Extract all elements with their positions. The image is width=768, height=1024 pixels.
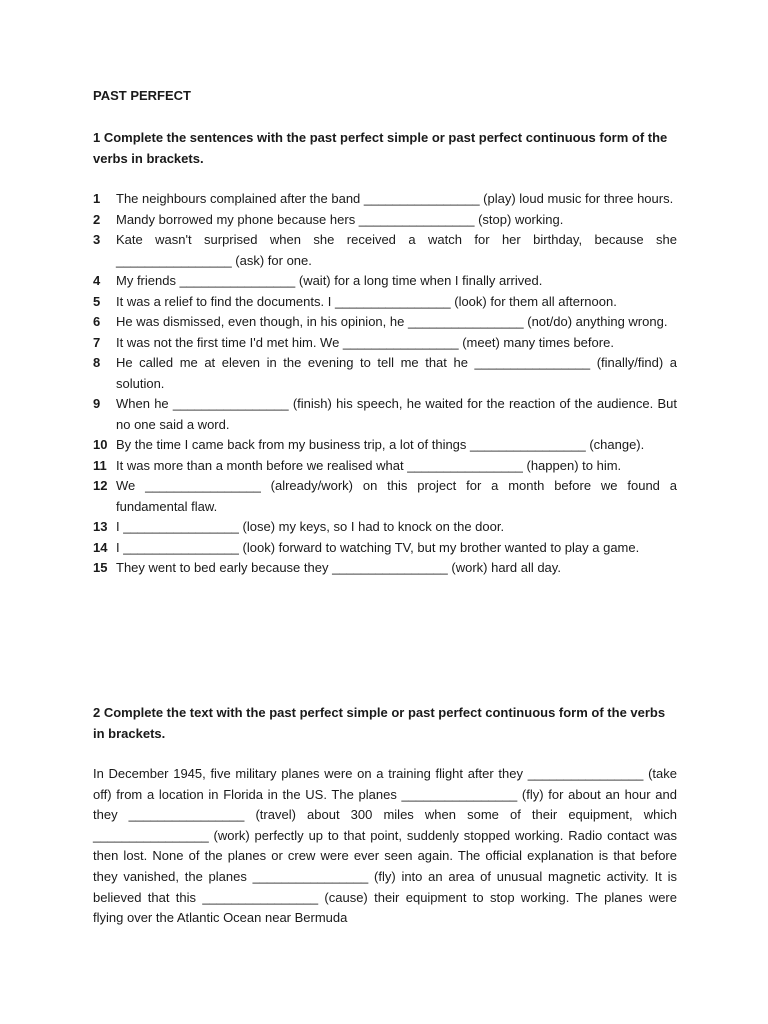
item-number: 3 — [93, 232, 101, 247]
item-number: 15 — [93, 560, 108, 575]
exercise-1-heading: 1 Complete the sentences with the past perfect simple or past perfect continuous form of the verbs in brackets. — [93, 130, 668, 166]
item-number: 1 — [93, 191, 101, 206]
exercise-1-list — [93, 189, 677, 579]
list-item — [93, 230, 677, 271]
page-title: PAST PERFECT — [93, 88, 191, 103]
item-text: By the time I came back from my business trip, a lot of things ________________ (change). — [116, 437, 645, 452]
item-text: Kate wasn't surprised when she received a watch for her birthday, because she ________________ (ask) for one. — [116, 232, 677, 268]
item-number: 5 — [93, 293, 101, 309]
list-item — [93, 292, 677, 313]
item-text: It was more than a month before we realised what ________________ (happen) to him. — [116, 457, 622, 473]
list-item — [93, 456, 677, 477]
list-item — [93, 394, 677, 435]
item-number: 6 — [93, 314, 101, 329]
item-number: 14 — [93, 539, 108, 555]
item-text: I ________________ (look) forward to watching TV, but my brother wanted to play a game. — [116, 539, 640, 555]
item-text: The neighbours complained after the band ________________ (play) loud music for three hours. — [116, 191, 674, 206]
list-item — [93, 538, 677, 559]
item-number: 13 — [93, 519, 108, 534]
item-number: 12 — [93, 478, 108, 493]
item-text: My friends ________________ (wait) for a long time when I finally arrived. — [116, 273, 543, 288]
item-number: 7 — [93, 334, 101, 350]
exercise-2-paragraph: In December 1945, five military planes were on a training flight after they ________________ (take off) from a location in Florida in the US. The planes ________________ (fly) for about an hour and they ________________ (travel) about 300 miles when some of their equipment, which ________________ (work) perfectly up to that point, suddenly stopped working. Radio contact was then lost. None of the planes or crew were ever seen again. The official explanation is that before they vanished, the planes ________________ (fly) into an area of unusual magnetic activity. It is believed that this ________________ (cause) their equipment to stop working. The planes were flying over the Atlantic Ocean near Bermuda — [93, 766, 677, 926]
list-item — [93, 189, 677, 210]
item-number: 9 — [93, 396, 101, 411]
list-item — [93, 476, 677, 517]
list-item — [93, 517, 677, 538]
exercise-2-heading: 2 Complete the text with the past perfect simple or past perfect continuous form of the verbs in brackets. — [93, 705, 666, 741]
item-text: It was not the first time I'd met him. We ________________ (meet) many times before. — [116, 334, 614, 350]
item-number: 11 — [93, 457, 107, 473]
item-number: 2 — [93, 211, 101, 227]
list-item — [93, 558, 677, 579]
item-text: We ________________ (already/work) on this project for a month before we found a fundamental flaw. — [116, 478, 677, 514]
item-text: He was dismissed, even though, in his opinion, he ________________ (not/do) anything wrong. — [116, 314, 668, 329]
item-number: 4 — [93, 273, 101, 288]
list-item — [93, 210, 677, 231]
list-item — [93, 435, 677, 456]
item-text: They went to bed early because they ________________ (work) hard all day. — [116, 560, 561, 575]
list-item — [93, 271, 677, 292]
item-number: 8 — [93, 355, 101, 370]
item-text: I ________________ (lose) my keys, so I had to knock on the door. — [116, 519, 505, 534]
item-text: He called me at eleven in the evening to tell me that he ________________ (finally/find) a solution. — [116, 355, 677, 391]
list-item — [93, 333, 677, 354]
item-text: It was a relief to find the documents. I ________________ (look) for them all afternoon. — [116, 293, 617, 309]
item-text: Mandy borrowed my phone because hers ________________ (stop) working. — [116, 211, 564, 227]
item-number: 10 — [93, 437, 108, 452]
list-item — [93, 353, 677, 394]
list-item — [93, 312, 677, 333]
item-text: When he ________________ (finish) his speech, he waited for the reaction of the audience. But no one said a word. — [116, 396, 677, 432]
